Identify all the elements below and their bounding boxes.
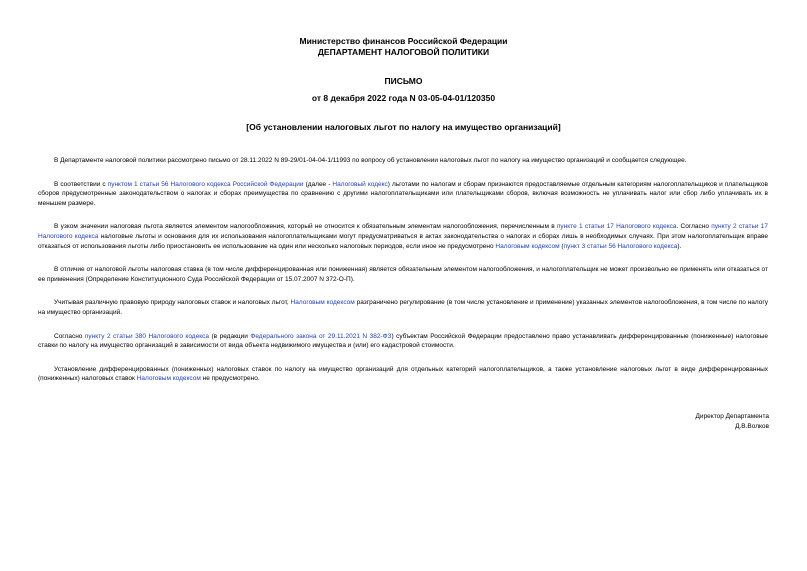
text-run: ) субъектам Российской Федерации предоставлено право устанавливать дифференцированные (пониженные) налоговые ставки по налогу на имущество организаций в зависимости от вида объекта недвижимого имущества и (или) его кадастровой стоимости. bbox=[38, 332, 768, 350]
link-federal-law-382[interactable]: Федерального закона от 29.11.2021 N 382-ФЗ bbox=[250, 332, 392, 340]
text-run: Установление дифференцированных (пониженных) налоговых ставок по налогу на имущество организаций для отдельных категорий налогоплательщиков, а также установление налоговых льгот в виде дифференцированных (пониженных) налоговых ставок bbox=[38, 365, 768, 383]
signatory-name: Д.В.Волков bbox=[735, 422, 769, 430]
text-run: Учитывая различную правовую природу налоговых ставок и налоговых льгот, bbox=[54, 299, 291, 307]
link-article-56-p1[interactable]: пунктом 1 статьи 56 Налогового кодекса Российской Федерации bbox=[107, 180, 304, 188]
document-body bbox=[38, 156, 768, 398]
link-article-56-p3[interactable]: пункт 3 статьи 56 Налогового кодекса bbox=[563, 242, 678, 250]
paragraph-7 bbox=[38, 365, 768, 384]
ministry-name: Министерство финансов Российской Федерации bbox=[299, 36, 508, 46]
paragraph-5 bbox=[38, 298, 768, 317]
signatory-position: Директор Департамента bbox=[695, 413, 769, 420]
text-run: разграничено регулирование (в том числе установление и применение) указанных элементов налогообложения, в том числе по налогу на имущество организаций. bbox=[38, 299, 769, 316]
document-title: [Об установлении налоговых льгот по налогу на имущество организаций] bbox=[246, 122, 561, 132]
text-run: ). bbox=[677, 242, 682, 250]
link-article-380-p2[interactable]: пункту 2 статьи 380 Налогового кодекса bbox=[84, 332, 209, 340]
link-article-17-p2[interactable]: пункту 2 статьи 17 Налогового кодекса bbox=[38, 223, 768, 240]
text-run: (далее - bbox=[303, 180, 333, 188]
paragraph-6 bbox=[38, 332, 768, 351]
link-tax-code[interactable]: Налоговым кодексом bbox=[495, 242, 560, 250]
link-tax-code[interactable]: Налоговый кодекс bbox=[332, 180, 388, 188]
paragraph-3 bbox=[38, 222, 768, 251]
paragraph-1: В Департаменте налоговой политики рассмотрено письмо от 28.11.2022 N 89-29/01-04-04-1/11993 по вопросу об установлении налоговых льгот по налогу на имущество организаций и сообщается следующее. bbox=[54, 157, 687, 164]
link-tax-code[interactable]: Налоговым кодексом bbox=[290, 299, 355, 307]
text-run: (в редакции bbox=[209, 332, 251, 340]
text-run: ( bbox=[559, 242, 564, 250]
text-run: . Согласно bbox=[676, 223, 712, 231]
text-run: налоговые льготы и основания для их использования налогоплательщиками могут предусматриваться в актах законодательства о налогах и сборах лишь в необходимых случаях. При этом налогоплательщик вправе отказаться от использования льготы либо приостановить ее использование на один или несколько налоговых периодов, если иное не предусмотрено bbox=[38, 232, 768, 250]
document-header bbox=[0, 36, 807, 133]
document-type: ПИСЬМО bbox=[384, 76, 423, 86]
paragraph-2 bbox=[38, 180, 768, 209]
text-run: не предусмотрено. bbox=[200, 375, 260, 383]
text-run: В узком значении налоговая льгота является элементом налогообложения, который не относится к обязательным элементам налогообложения, перечисленным в bbox=[54, 223, 557, 231]
document-date: от 8 декабря 2022 года N 03-05-04-01/120350 bbox=[311, 93, 496, 103]
text-run: В соответствии с bbox=[54, 180, 108, 188]
department-name: ДЕПАРТАМЕНТ НАЛОГОВОЙ ПОЛИТИКИ bbox=[317, 47, 490, 57]
paragraph-4: В отличие от налоговой льготы налоговая ставка (в том числе дифференцированная или пониженная) является обязательным элементом налогообложения, и налогоплательщик не может произвольно ее применять или отказаться от ее применения (Определение Конституционного Суда Российской Федерации от 15.07.2007 N 372-О-П). bbox=[38, 266, 768, 283]
text-run: Согласно bbox=[54, 332, 85, 340]
text-run: ) льготами по налогам и сборам признаются предоставляемые отдельным категориям налогоплательщиков и плательщиков сборов предусмотренные законодательством о налогах и сборах преимущества по сравнению с другими налогоплательщиками или плательщиками сборов, включая возможность не уплачивать налог или сбор либо уплачивать их в меньшем размере. bbox=[38, 180, 768, 207]
link-tax-code[interactable]: Налоговым кодексом bbox=[136, 375, 201, 383]
link-article-17-p1[interactable]: пункте 1 статьи 17 Налогового кодекса bbox=[556, 223, 677, 231]
signature-block bbox=[696, 412, 769, 431]
